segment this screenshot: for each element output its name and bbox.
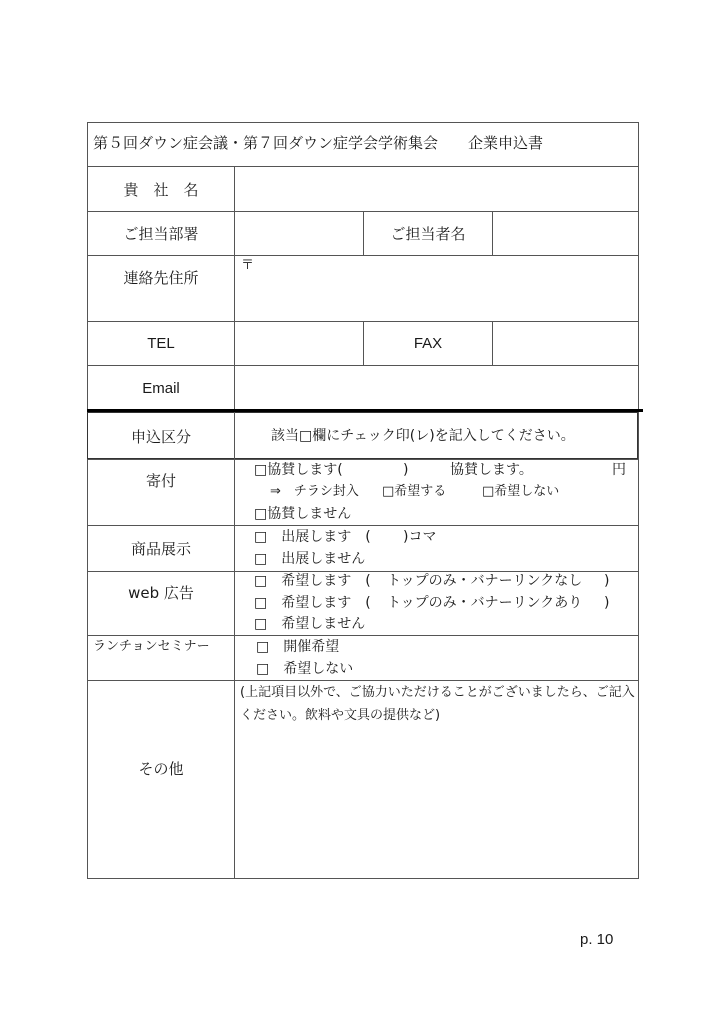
web-ad-no-link-desc: トップのみ・バナーリンクなし <box>387 573 583 589</box>
company-field[interactable] <box>235 167 638 211</box>
department-field[interactable] <box>235 212 363 255</box>
web-ad-with-link-close: ) <box>604 595 610 611</box>
tel-field[interactable] <box>235 322 363 365</box>
luncheon-option-host[interactable]: □ 開催希望 <box>256 639 340 655</box>
other-note-line2: ください。飲料や文具の提供など) <box>240 708 441 723</box>
web-ad-option-with-link[interactable]: □ 希望します ( <box>254 595 371 611</box>
exhibit-booth-count: )コマ <box>403 529 437 545</box>
person-field[interactable] <box>493 212 638 255</box>
exhibit-option-no[interactable]: □ 出展しません <box>254 551 366 567</box>
donation-sponsor-text: 協賛します。 <box>450 462 533 478</box>
email-label: Email <box>142 379 180 397</box>
fax-field[interactable] <box>493 322 638 365</box>
application-instruction: 該当□欄にチェック印(レ)を記入してください。 <box>271 428 575 444</box>
department-label: ご担当部署 <box>123 225 199 243</box>
email-field[interactable] <box>235 366 638 410</box>
company-label: 貴 社 名 <box>123 180 199 199</box>
other-label: その他 <box>138 760 184 778</box>
web-ad-option-no-link[interactable]: □ 希望します ( <box>254 573 371 589</box>
application-type-label: 申込区分 <box>130 427 191 446</box>
page-number: p. 10 <box>580 931 614 948</box>
address-field[interactable] <box>235 276 638 320</box>
donation-label: 寄付 <box>145 471 176 490</box>
luncheon-seminar-label: ランチョンセミナー <box>93 639 210 654</box>
web-ad-with-link-desc: トップのみ・バナーリンクあり <box>387 595 583 611</box>
donation-option-sponsor[interactable]: □協賛します( <box>254 462 343 478</box>
postal-mark: 〒 <box>241 258 255 273</box>
address-label: 連絡先住所 <box>123 268 199 287</box>
flyer-no-wish-checkbox[interactable]: □希望しない <box>482 484 560 499</box>
exhibit-label: 商品展示 <box>130 540 191 558</box>
person-label: ご担当者名 <box>390 225 466 243</box>
donation-option-decline[interactable]: □協賛しません <box>254 506 352 522</box>
luncheon-option-decline[interactable]: □ 希望しない <box>256 661 354 677</box>
donation-yen-unit: 円 <box>612 462 626 478</box>
web-ad-option-decline[interactable]: □ 希望しません <box>254 616 366 632</box>
fax-label: FAX <box>413 335 443 352</box>
donation-amount-close: ) <box>403 462 409 478</box>
other-field[interactable] <box>235 730 638 878</box>
web-ad-no-link-close: ) <box>604 573 610 589</box>
flyer-enclose-label: ⇒ チラシ封入 <box>270 484 359 499</box>
form-title: 第５回ダウン症会議・第７回ダウン症学会学術集会 企業申込書 <box>93 134 544 152</box>
tel-label: TEL <box>147 335 175 352</box>
other-note-line1: (上記項目以外で、ご協力いただけることがございましたら、ご記入 <box>240 685 635 700</box>
web-ad-label: web 広告 <box>128 583 194 602</box>
flyer-wish-checkbox[interactable]: □希望する <box>382 484 447 499</box>
exhibit-option-yes[interactable]: □ 出展します ( <box>254 529 371 545</box>
